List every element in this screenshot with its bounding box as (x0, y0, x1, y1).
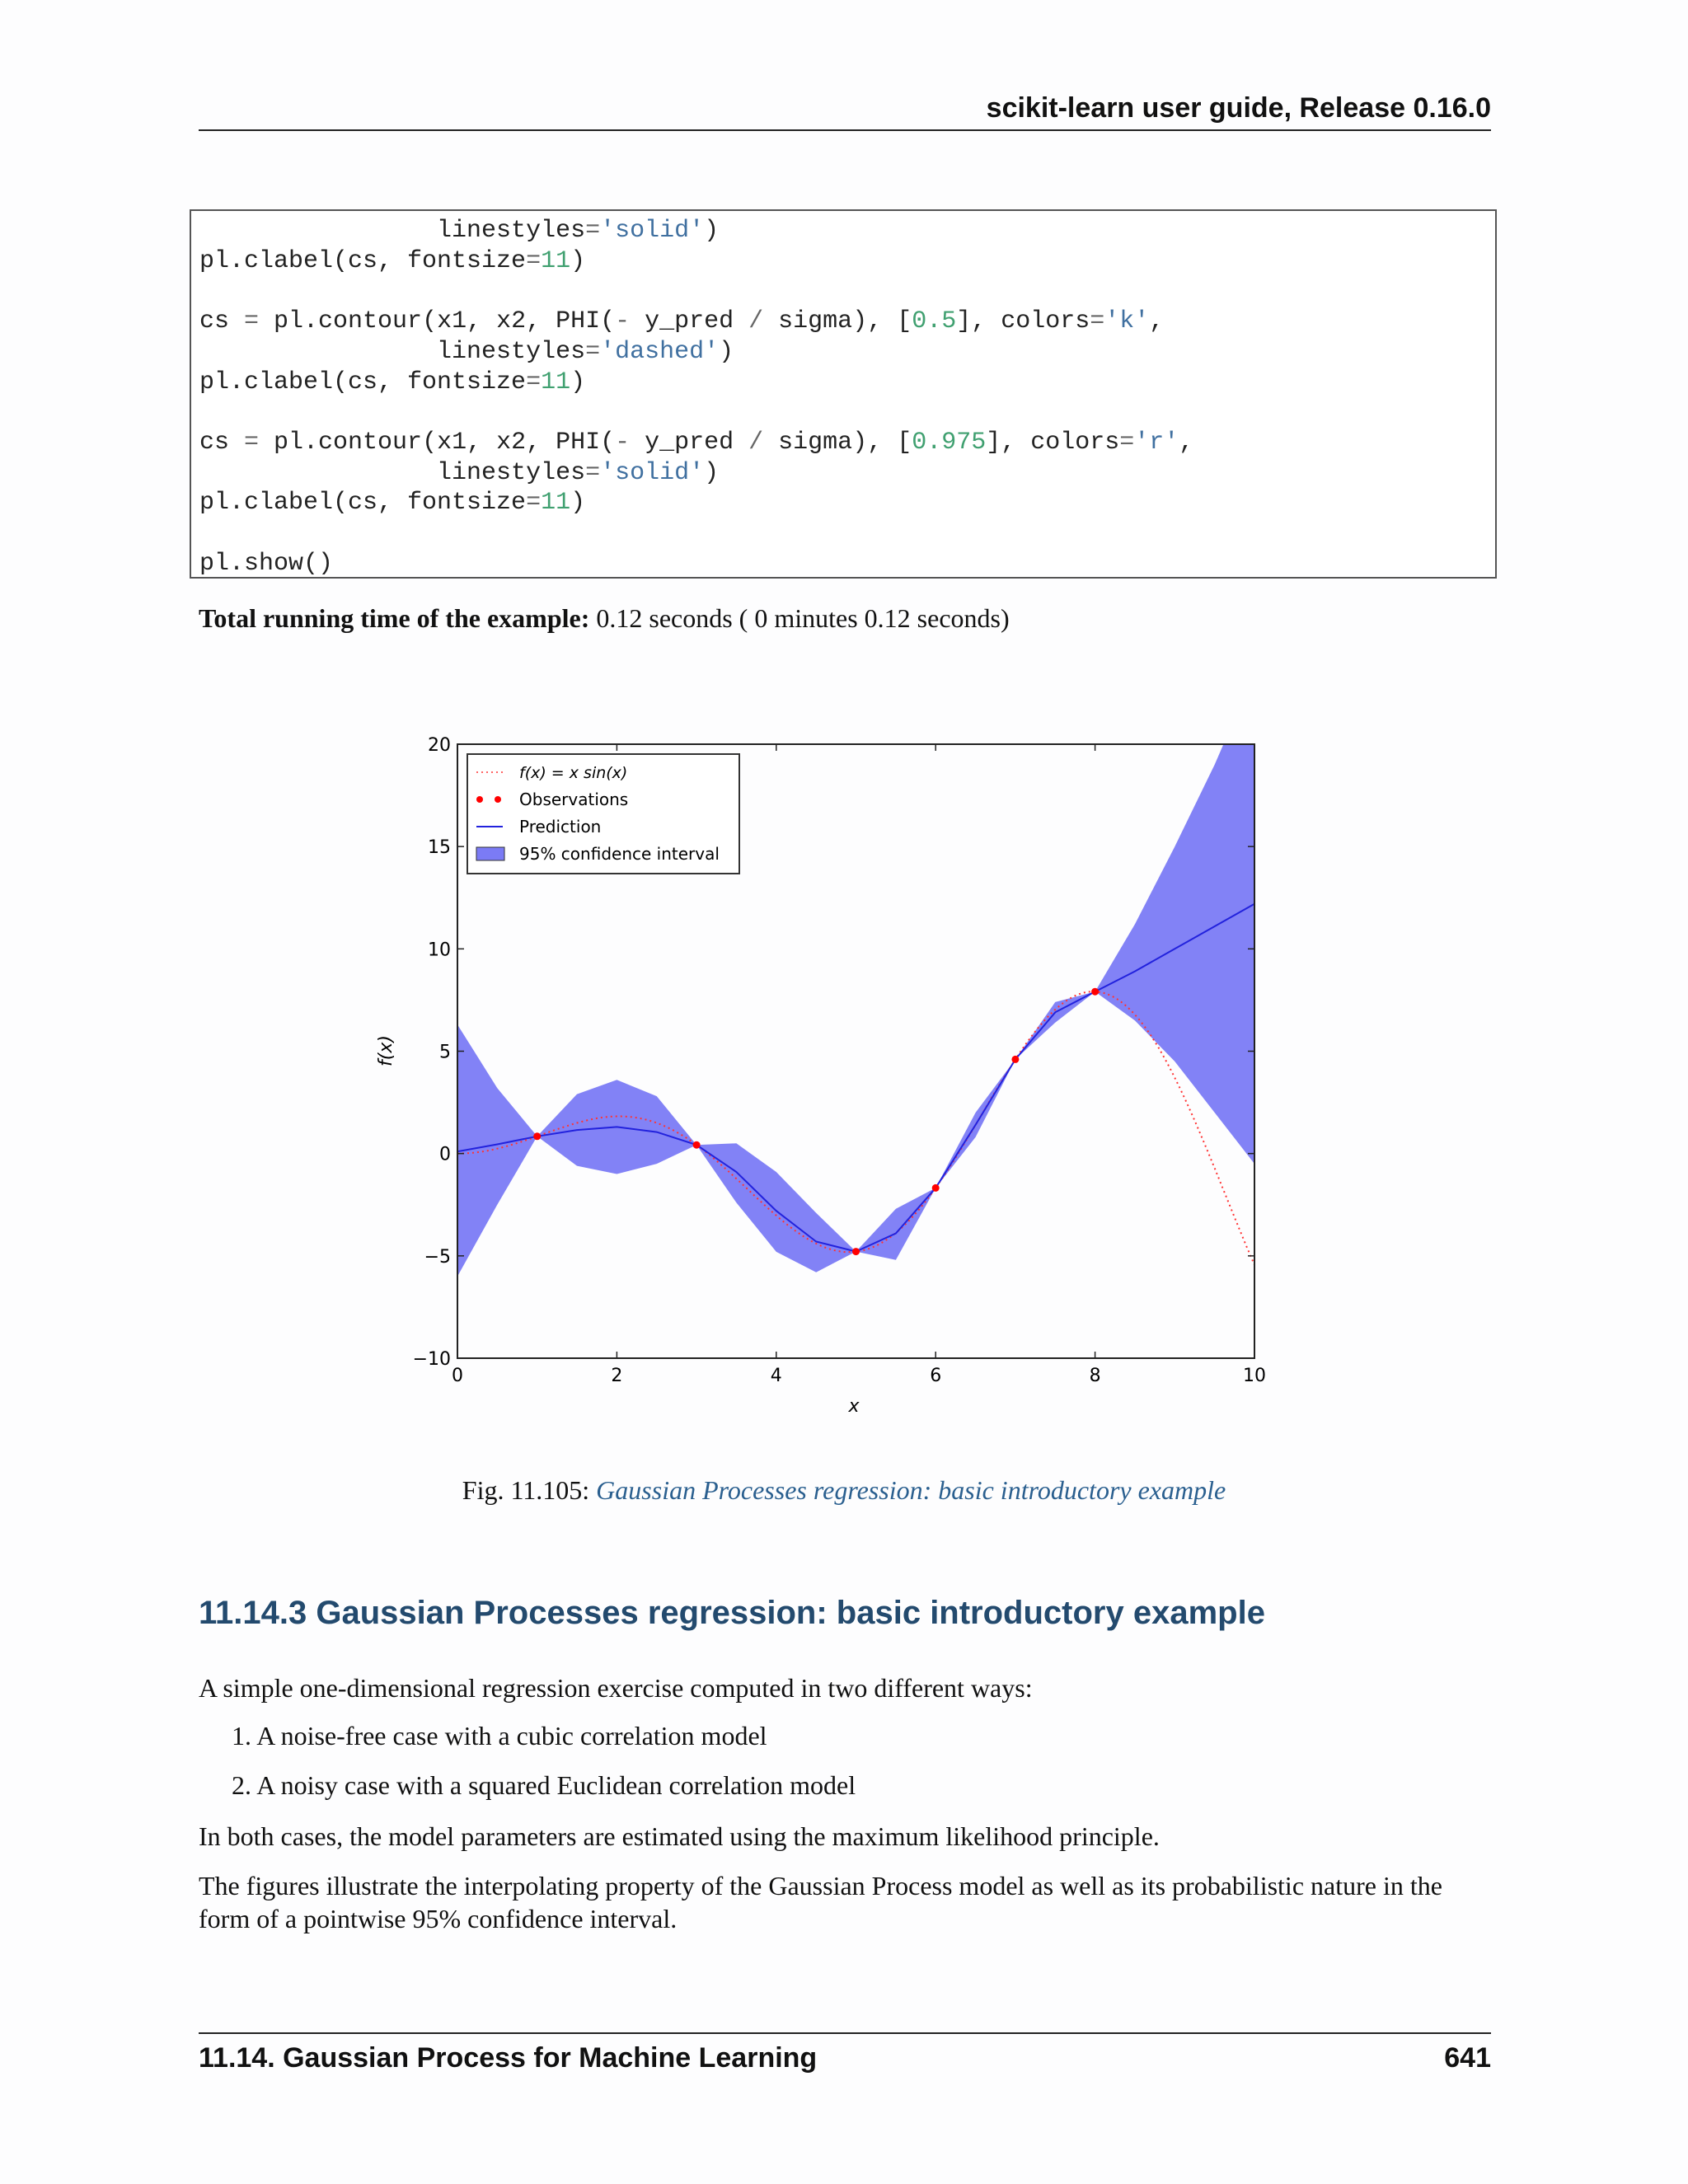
section-title: 11.14.3 Gaussian Processes regression: basic introductory example (199, 1595, 1265, 1631)
caption-prefix: Fig. 11.105: (462, 1475, 590, 1505)
intro-paragraph: A simple one-dimensional regression exercise computed in two different ways: (199, 1673, 1033, 1703)
code-token: - (615, 428, 631, 457)
x-tick-label: 10 (1243, 1366, 1266, 1386)
y-tick-label: 0 (439, 1144, 451, 1165)
code-token: ) (570, 368, 586, 396)
code-block (190, 209, 1497, 579)
code-token: 'r' (1134, 428, 1179, 457)
figure-caption (0, 1475, 1688, 1506)
code-token: = (526, 368, 542, 396)
legend-true-function-label: f(x) = x sin(x) (519, 764, 628, 782)
code-token: pl.clabel(cs, fontsize (199, 489, 527, 518)
code-token: / (748, 428, 764, 457)
paragraph-likelihood: In both cases, the model parameters are estimated using the maximum likelihood principle. (199, 1821, 1160, 1851)
list-text: A noisy case with a squared Euclidean correlation model (256, 1770, 856, 1800)
y-tick-label: −10 (412, 1349, 451, 1370)
code-token: = (585, 458, 601, 487)
running-time-value: 0.12 seconds ( 0 minutes 0.12 seconds) (596, 603, 1010, 633)
code-token: ) (570, 489, 586, 518)
y-axis-label: f(x) (376, 1035, 396, 1066)
code-token: linestyles (199, 458, 586, 487)
caption-link[interactable]: Gaussian Processes regression: basic introductory example (596, 1475, 1226, 1505)
code-token: ], colors (956, 307, 1090, 336)
code-token: 'dashed' (600, 337, 720, 366)
code-token: ) (704, 217, 720, 245)
code-token: ) (570, 246, 586, 275)
list-text: A noise-free case with a cubic correlation model (256, 1721, 767, 1750)
header-rule (199, 129, 1491, 131)
code-token: pl.contour(x1, x2, PHI( (259, 428, 616, 457)
observation-point (932, 1184, 940, 1192)
code-token: ) (719, 337, 734, 366)
x-tick-label: 2 (611, 1366, 623, 1386)
x-tick-label: 8 (1089, 1366, 1101, 1386)
list-number: 2. (232, 1770, 251, 1800)
x-tick-label: 0 (452, 1366, 463, 1386)
code-token: , (1179, 428, 1194, 457)
y-tick-label: 10 (428, 940, 451, 961)
code-line (199, 459, 719, 487)
code-token: sigma), [ (763, 428, 912, 457)
code-line (199, 550, 333, 578)
code-token: 'solid' (600, 458, 705, 487)
y-tick-label: 15 (428, 837, 451, 859)
code-token: 0.5 (912, 307, 957, 336)
y-tick-label: 20 (428, 735, 451, 756)
code-token: pl.clabel(cs, fontsize (199, 368, 527, 396)
list-item-2 (232, 1770, 856, 1801)
observation-point (693, 1141, 701, 1149)
x-tick-label: 4 (770, 1366, 782, 1386)
code-token: = (526, 489, 542, 518)
x-axis-label: x (848, 1396, 860, 1417)
legend-interval-swatch (476, 847, 504, 860)
code-token: 11 (541, 368, 571, 396)
legend (467, 754, 739, 874)
footer-rule (199, 2032, 1491, 2034)
code-token: cs (199, 428, 245, 457)
code-token: - (615, 307, 631, 336)
paragraph-interpolation: The figures illustrate the interpolating property of the Gaussian Process model as well as its probabilistic nature in the form of a pointwise 95% confidence interval. (199, 1871, 1442, 1933)
running-time (199, 603, 1010, 634)
code-token: = (585, 217, 601, 245)
code-token: = (244, 307, 260, 336)
page-number: 641 (1444, 2042, 1491, 2074)
code-token: , (1149, 307, 1165, 336)
code-token: = (1119, 428, 1135, 457)
y-tick-label: −5 (424, 1246, 451, 1268)
observation-point (1011, 1056, 1019, 1063)
legend-observations-dot-1 (476, 796, 483, 803)
code-text (191, 211, 1495, 579)
code-token: / (748, 307, 764, 336)
code-line (199, 429, 1193, 457)
observation-point (1091, 988, 1099, 996)
code-token: = (244, 428, 260, 457)
figure (346, 717, 1368, 1442)
y-tick-label: 5 (439, 1042, 451, 1063)
gp-regression-chart (346, 717, 1368, 1442)
code-token: = (526, 246, 542, 275)
code-line (199, 368, 585, 396)
legend-observations-label: Observations (519, 790, 629, 809)
code-token: cs (199, 307, 245, 336)
list-number: 1. (232, 1721, 251, 1750)
running-header: scikit-learn user guide, Release 0.16.0 (986, 92, 1491, 124)
code-token: pl.show() (199, 549, 334, 578)
code-token: pl.contour(x1, x2, PHI( (259, 307, 616, 336)
code-token: = (585, 337, 601, 366)
running-time-label: Total running time of the example: (199, 603, 590, 633)
code-token: 'k' (1104, 307, 1150, 336)
code-line (199, 307, 1164, 335)
code-token: y_pred (630, 307, 749, 336)
code-token: 11 (541, 246, 571, 275)
code-token: 0.975 (912, 428, 987, 457)
code-token: linestyles (199, 337, 586, 366)
footer-section: 11.14. Gaussian Process for Machine Learning (199, 2042, 818, 2074)
code-token: sigma), [ (763, 307, 912, 336)
legend-prediction-label: Prediction (519, 817, 602, 837)
code-line (199, 217, 719, 245)
code-line (199, 489, 585, 517)
code-token: = (1090, 307, 1105, 336)
code-token: ], colors (986, 428, 1120, 457)
code-token: y_pred (630, 428, 749, 457)
code-token: 11 (541, 489, 571, 518)
code-token: pl.clabel(cs, fontsize (199, 246, 527, 275)
code-token: ) (704, 458, 720, 487)
legend-observations-dot-2 (495, 796, 501, 803)
code-token: 'solid' (600, 217, 705, 245)
code-line (199, 338, 734, 366)
list-item-1 (232, 1721, 767, 1751)
code-token: linestyles (199, 217, 586, 245)
x-tick-label: 6 (930, 1366, 942, 1386)
observation-point (533, 1132, 541, 1140)
code-line (199, 247, 585, 275)
legend-interval-label: 95% confidence interval (519, 844, 720, 864)
observation-point (852, 1248, 860, 1255)
